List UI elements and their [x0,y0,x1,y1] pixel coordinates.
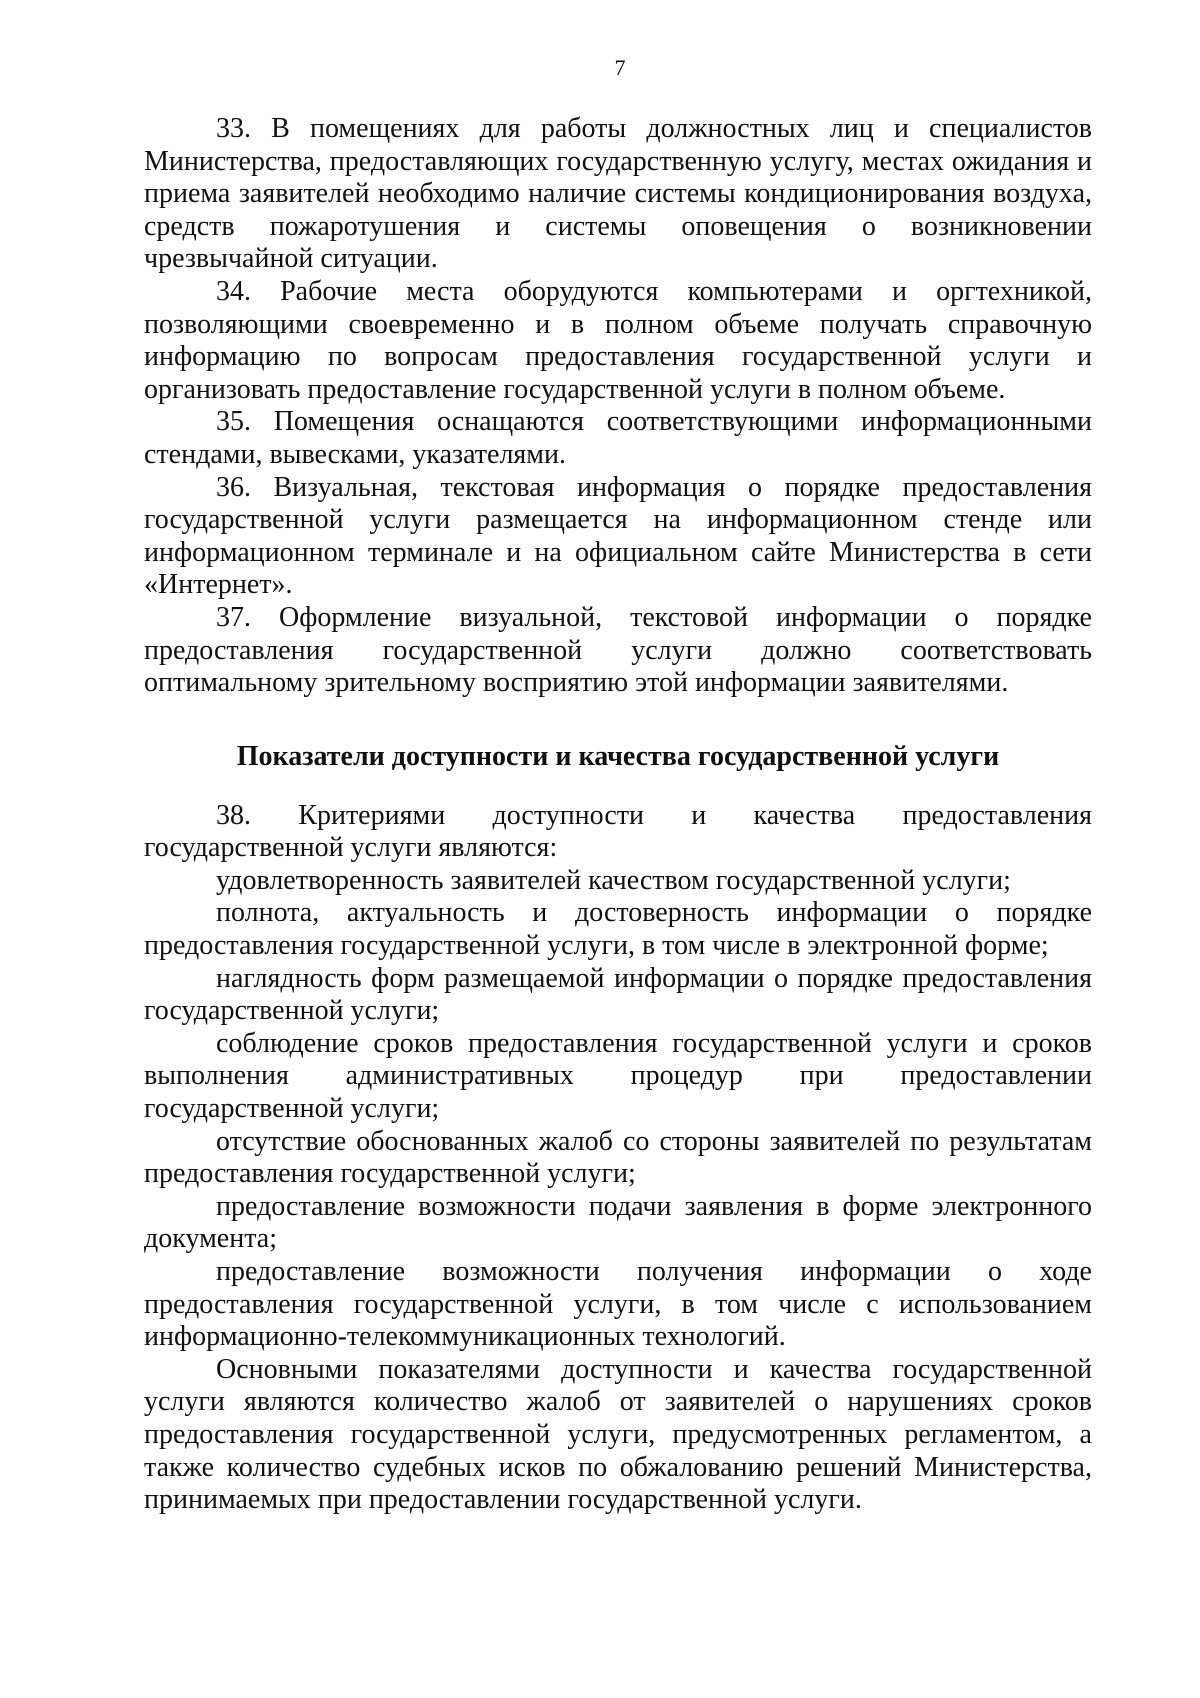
heading-spacer-bottom [144,773,1092,800]
page-number: 7 [614,55,626,80]
criterion-visual-forms: наглядность форм размещаемой информации о порядке предоставления государственной услуги; [144,962,1092,1027]
criterion-deadlines: соблюдение сроков предоставления государственной услуги и сроков выполнения административных процедур при предоставлении государственной услуги; [144,1027,1092,1125]
criterion-no-complaints: отсутствие обоснованных жалоб со стороны заявителей по результатам предоставления государственной услуги; [144,1125,1092,1190]
paragraph-36: 36. Визуальная, текстовая информация о порядке предоставления государственной услуги размещается на информационном стенде или информационном терминале и на официальном сайте Министерства в сети «Интернет». [144,471,1092,601]
paragraph-33: 33. В помещениях для работы должностных лиц и специалистов Министерства, предоставляющих государственную услугу, местах ожидания и приема заявителей необходимо наличие системы кондиционирования воздуха, средств пожаротушения и системы оповещения о возникновении чрезвычайной ситуации. [144,113,1092,275]
criterion-electronic-application: предоставление возможности подачи заявления в форме электронного документа; [144,1190,1092,1255]
paragraph-34: 34. Рабочие места оборудуются компьютерами и оргтехникой, позволяющими своевременно и в полном объеме получать справочную информацию по вопросам предоставления государственной услуги и организовать предоставление государственной услуги в полном объеме. [144,275,1092,405]
criterion-progress-information: предоставление возможности получения информации о ходе предоставления государственной услуги, в том числе с использованием информационно-телекоммуникационных технологий. [144,1256,1092,1353]
paragraph-37: 37. Оформление визуальной, текстовой информации о порядке предоставления государственной услуги должно соответствовать оптимальному зрительному восприятию этой информации заявителями. [144,601,1092,699]
paragraph-38: 38. Критериями доступности и качества предоставления государственной услуги являются: [144,799,1092,864]
heading-spacer-top [144,700,1092,740]
paragraph-35: 35. Помещения оснащаются соответствующими информационными стендами, вывесками, указателями. [144,406,1092,470]
criterion-information-completeness: полнота, актуальность и достоверность информации о порядке предоставления государственной услуги, в том числе в электронной форме; [144,897,1092,962]
section-heading: Показатели доступности и качества государственной услуги [236,740,1000,772]
criterion-satisfaction: удовлетворенность заявителей качеством государственной услуги; [216,864,1011,896]
document-body [144,113,1092,1517]
paragraph-main-indicators: Основными показателями доступности и качества государственной услуги являются количество жалоб от заявителей о нарушениях сроков предоставления государственной услуги, предусмотренных регламентом, а также количество судебных исков по обжалованию решений Министерства, принимаемых при предоставлении государственной услуги. [144,1353,1092,1516]
